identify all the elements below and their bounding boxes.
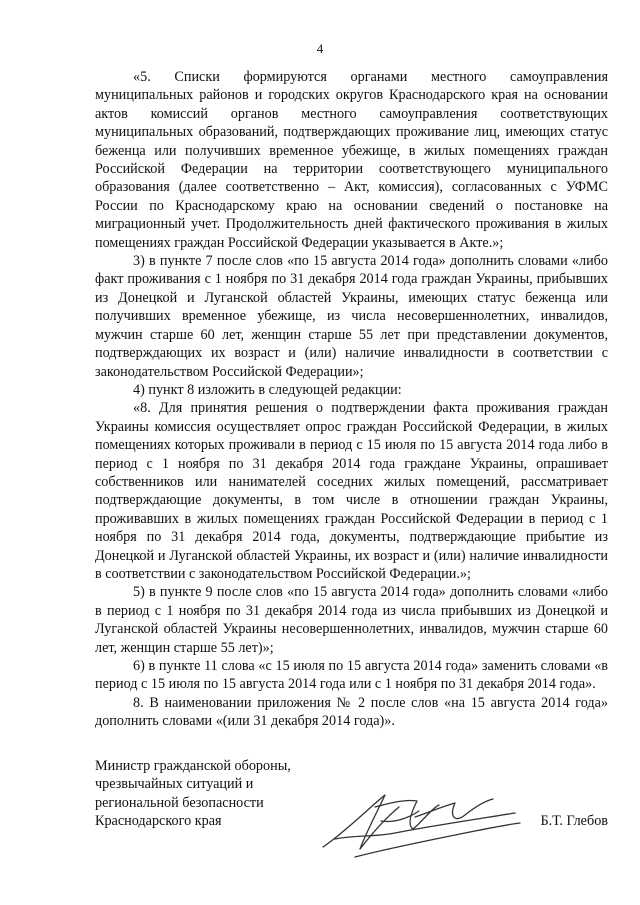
paragraph-point-7-amendment: 3) в пункте 7 после слов «по 15 августа 2014 года» дополнить словами «либо факт проживания с 1 ноября по 31 декабря 2014 года граждан Украины, прибывших из Донецкой и Луганской областей Украины, имеющих статус беженца или получивших временное убежище, из числа несовершеннолетних, инвалидов, мужчин старше 60 лет, женщин старше 55 лет при представлении документов, подтверждающих их возраст и (или) наличие инвалидности в соответствии с законодательством Российской Федерации»; xyxy=(95,253,608,380)
paragraph-appendix-2-amendment: 8. В наименовании приложения № 2 после слов «на 15 августа 2014 года» дополнить словами «(или 31 декабря 2014 года)». xyxy=(95,694,608,730)
paragraph-point-8-intro: 4) пункт 8 изложить в следующей редакции: xyxy=(133,381,402,398)
signatory-title-line: Министр гражданской обороны, xyxy=(95,758,291,774)
handwritten-signature xyxy=(315,777,525,867)
signatory-title-line: Краснодарского края xyxy=(95,813,222,830)
paragraph-point-11-amendment: 6) в пункте 11 слова «с 15 июля по 15 августа 2014 года» заменить словами «в период с 15 июля по 15 августа 2014 года или с 1 ноября по 31 декабря 2014 года». xyxy=(95,658,608,693)
signatory-title xyxy=(95,757,325,831)
paragraph-point-9-amendment: 5) в пункте 9 после слов «по 15 августа 2014 года» дополнить словами «либо в период с 1 ноября по 31 декабря 2014 года из числа прибывших из Донецкой и Луганской областей Украины несовершеннолетних, инвалидов, мужчин старше 60 лет, женщин старше 55 лет)»; xyxy=(95,584,608,656)
document-body xyxy=(95,68,608,731)
paragraph-item-5-text: «5. Списки формируются органами местного самоуправления муниципальных районов и городских округов Краснодарского края на основании актов комиссий органов местного самоуправления соответствующих муниципальных образований, подтверждающих проживание лиц, имеющих статус беженца или получивших временное убежище, в жилых помещениях граждан Российской Федерации на территории соответствующего муниципального образования (далее соответственно – Акт, комиссия), согласованных с УФМС России по Краснодарскому краю на основании сведений о постановке на миграционный учет. Продолжительность дней фактического проживания в жилых помещениях граждан Российской Федерации указывается в Акте.»; xyxy=(95,69,608,251)
signatory-title-line: региональной безопасности xyxy=(95,794,264,811)
signatory-title-line: чрезвычайных ситуаций и xyxy=(95,776,254,793)
signatory-name: Б.Т. Глебов xyxy=(540,813,608,829)
signature-block xyxy=(95,757,608,867)
paragraph-point-8-text: «8. Для принятия решения о подтверждении факта проживания граждан Украины комиссия осуществляет опрос граждан Российской Федерации, в жилых помещениях которых проживали в период с 15 июля по 15 августа 2014 года либо в период с 1 ноября по 31 декабря 2014 года граждане Украины, опрашивает собственников или нанимателей соседних жилых помещений, рассматривает подтверждающие документы, в том числе в отношении граждан Украины, проживавших в жилых помещениях граждан Российской Федерации в период с 1 ноября по 31 декабря 2014 года, документы, подтверждающие прибытие из Донецкой и Луганской областей Украины, их возраст и (или) наличие инвалидности в соответствии с законодательством Российской Федерации.»; xyxy=(95,400,608,582)
page-number: 4 xyxy=(316,41,324,56)
